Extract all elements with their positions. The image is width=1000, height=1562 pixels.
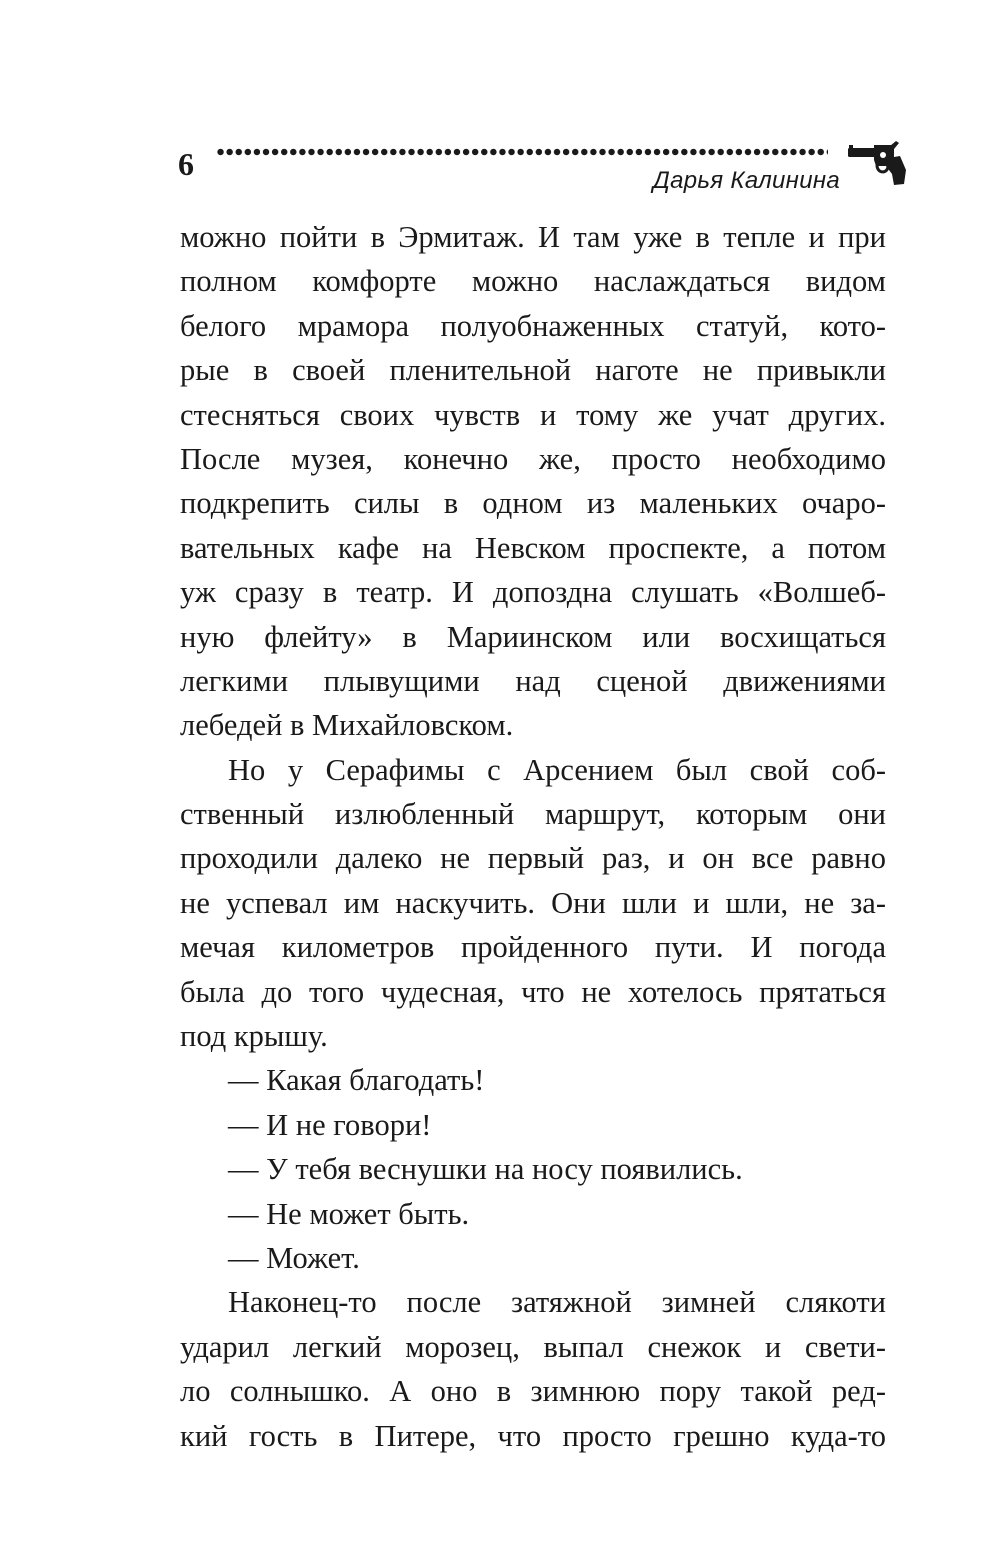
text-line: легкими плывущими над сценой движениями — [180, 663, 886, 698]
dotted-leader — [216, 146, 828, 158]
text-line: проходили далеко не первый раз, и он все равно — [180, 841, 886, 876]
text-line: кий гость в Питере, что просто грешно куда-то — [180, 1418, 886, 1453]
body-text — [180, 215, 886, 1458]
text-line: ударил легкий морозец, выпал снежок и свети- — [180, 1329, 886, 1364]
text-line: ную флейту» в Мариинском или восхищаться — [180, 619, 886, 654]
text-line: белого мрамора полуобнаженных статуй, кото- — [180, 308, 886, 343]
text-line: под крышу. — [180, 1019, 328, 1054]
text-line: После музея, конечно же, просто необходимо — [180, 441, 886, 476]
author-name: Дарья Калинина — [652, 167, 840, 194]
text-line: не успевал им наскучить. Они шли и шли, не за- — [180, 885, 886, 920]
revolver-icon — [848, 140, 908, 186]
text-line: полном комфорте можно наслаждаться видом — [180, 264, 886, 299]
dialog-line: — И не говори! — [228, 1107, 432, 1142]
text-line: уж сразу в театр. И допоздна слушать «Волшеб- — [180, 575, 886, 610]
dialog-line: — У тебя веснушки на носу появились. — [228, 1152, 743, 1187]
text-line: можно пойти в Эрмитаж. И там уже в тепле и при — [180, 220, 886, 254]
dialog-line: — Какая благодать! — [228, 1063, 485, 1098]
text-line: ло солнышко. А оно в зимнюю пору такой ред- — [180, 1374, 886, 1409]
running-header — [178, 140, 908, 200]
text-line: Но у Серафимы с Арсением был свой соб- — [228, 752, 886, 787]
text-line: подкрепить силы в одном из маленьких очаро- — [180, 486, 886, 521]
text-line: ственный излюбленный маршрут, которым они — [180, 797, 886, 832]
text-line: рые в своей пленительной наготе не привыкли — [180, 353, 886, 388]
dialog-line: — Не может быть. — [228, 1196, 470, 1231]
text-line: вательных кафе на Невском проспекте, а потом — [180, 530, 886, 565]
dialog-line: — Может. — [228, 1240, 360, 1275]
text-line: лебедей в Михайловском. — [180, 708, 514, 743]
text-line: стесняться своих чувств и тому же учат других. — [180, 397, 886, 432]
text-line: была до того чудесная, что не хотелось прятаться — [180, 974, 886, 1009]
text-line: Наконец-то после затяжной зимней слякоти — [228, 1285, 886, 1320]
page-number: 6 — [178, 146, 194, 182]
text-line: мечая километров пройденного пути. И погода — [180, 930, 886, 965]
